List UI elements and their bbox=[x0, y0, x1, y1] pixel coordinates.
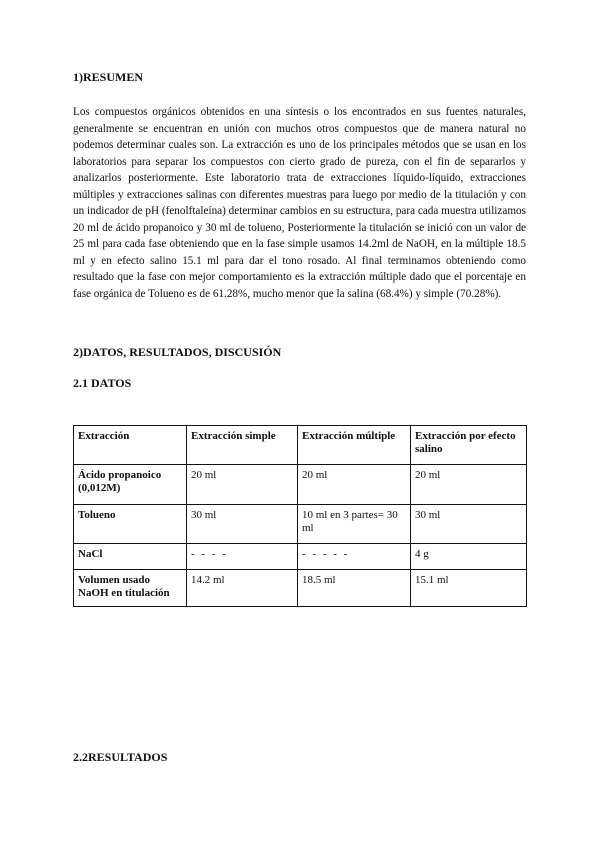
table-cell: 30 ml bbox=[411, 505, 527, 544]
table-cell: 10 ml en 3 partes= 30 ml bbox=[298, 505, 411, 544]
table-cell: 20 ml bbox=[187, 465, 298, 505]
table-cell: 18.5 ml bbox=[298, 570, 411, 607]
table-cell: 20 ml bbox=[298, 465, 411, 505]
row-label: Volumen usado NaOH en titulación bbox=[74, 570, 187, 607]
table-cell: - - - - bbox=[187, 544, 298, 570]
table-header-cell: Extracción múltiple bbox=[298, 426, 411, 465]
summary-paragraph: Los compuestos orgánicos obtenidos en una síntesis o los encontrados en sus fuentes naturales, generalmente se encuentran en unión con muchos otros compuestos que de manera natural no podemos determinar cuales son. La extracción es uno de los principales métodos que se usan en los laboratorios para separar los compuestos con cierto grado de pureza, con el fin de separarlos y analizarlos posteriormente. Este laboratorio trata de extracciones líquido-líquido, extracciones múltiples y extracciones salinas con diferentes muestras para luego por medio de la titulación y con un indicador de pH (fenolftaleína) determinar cambios en su estructura, para cada muestra utilizamos 20 ml de ácido propanoico y 30 ml de tolueno, Posteriormente la titulación se inició con un valor de 25 ml para cada fase obteniendo que en la fase simple usamos 14.2ml de NaOH, en la múltiple 18.5 ml y en efecto salino 15.1 ml para dar el tono rosado. Al final terminamos obteniendo como resultado que la fase con mejor comportamiento es la extracción múltiple dado que el porcentaje en fase orgánica de Tolueno es de 61.28%, mucho menor que la salina (68.4%) y simple (70.28%). bbox=[73, 106, 526, 300]
row-label: Tolueno bbox=[74, 505, 187, 544]
table-row bbox=[74, 570, 527, 607]
table-cell: 4 g bbox=[411, 544, 527, 570]
section-heading-resumen: 1)RESUMEN bbox=[73, 70, 144, 84]
extraction-data-table bbox=[73, 425, 527, 607]
table-row bbox=[74, 505, 527, 544]
table-header-cell: Extracción bbox=[74, 426, 187, 465]
table-row bbox=[74, 544, 527, 570]
row-label: NaCl bbox=[74, 544, 187, 570]
table-header-cell: Extracción simple bbox=[187, 426, 298, 465]
table-cell: 14.2 ml bbox=[187, 570, 298, 607]
table-cell: 20 ml bbox=[411, 465, 527, 505]
section-heading-datos-resultados: 2)DATOS, RESULTADOS, DISCUSIÓN bbox=[73, 345, 282, 359]
table-header-row bbox=[74, 426, 527, 465]
table-cell: 30 ml bbox=[187, 505, 298, 544]
section-heading-resultados: 2.2RESULTADOS bbox=[73, 750, 168, 764]
table-cell: - - - - - bbox=[298, 544, 411, 570]
table-row bbox=[74, 465, 527, 505]
section-heading-datos: 2.1 DATOS bbox=[73, 376, 132, 390]
table-cell: 15.1 ml bbox=[411, 570, 527, 607]
row-label: Ácido propanoico (0,012M) bbox=[74, 465, 187, 505]
table-header-cell: Extracción por efecto salino bbox=[411, 426, 527, 465]
